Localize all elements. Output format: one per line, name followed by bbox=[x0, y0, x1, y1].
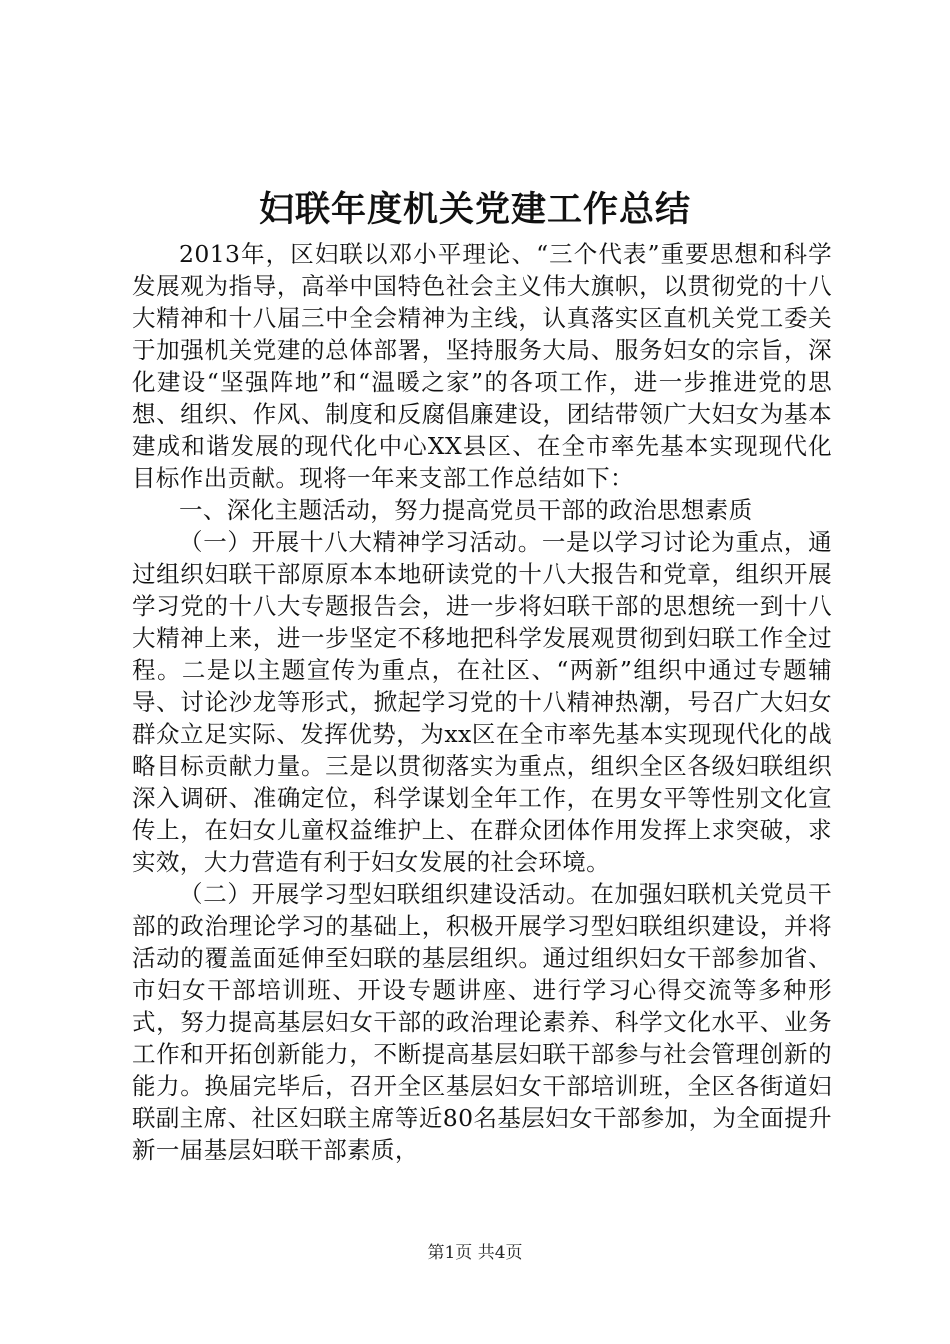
paragraph-item-2: （二）开展学习型妇联组织建设活动。在加强妇联机关党员干部的政治理论学习的基础上，积极开展学习型妇联组织建设，并将活动的覆盖面延伸至妇联的基层组织。通过组织妇女干部参加省、市妇女干部培训班、开设专题讲座、进行学习心得交流等多种形式，努力提高基层妇女干部的政治理论素养、科学文化水平、业务工作和开拓创新能力，不断提高基层妇联干部参与社会管理创新的能力。换届完毕后，召开全区基层妇女干部培训班，全区各街道妇联副主席、社区妇联主席等近80名基层妇女干部参加，为全面提升新一届基层妇联干部素质， bbox=[132, 880, 832, 1164]
section-heading: 一、深化主题活动，努力提高党员干部的政治思想素质 bbox=[179, 496, 753, 524]
paragraph-intro: 2013年，区妇联以邓小平理论、“三个代表”重要思想和科学发展观为指导，高举中国特色社会主义伟大旗帜，以贯彻党的十八大精神和十八届三中全会精神为主线，认真落实区直机关党工委关于加强机关党建的总体部署，坚持服务大局、服务妇女的宗旨，深化建设“坚强阵地”和“温暖之家”的各项工作，进一步推进党的思想、组织、作风、制度和反腐倡廉建设，团结带领广大妇女为基本建成和谐发展的现代化中心XX县区、在全市率先基本实现现代化目标作出贡献。现将一年来支部工作总结如下： bbox=[132, 240, 832, 492]
document-body bbox=[132, 238, 832, 1166]
page-number-footer: 第1页 共4页 bbox=[427, 1243, 523, 1263]
paragraph-item-1: （一）开展十八大精神学习活动。一是以学习讨论为重点，通过组织妇联干部原原本本地研读党的十八大报告和党章，组织开展学习党的十八大专题报告会，进一步将妇联干部的思想统一到十八大精神上来，进一步坚定不移地把科学发展观贯彻到妇联工作全过程。二是以主题宣传为重点，在社区、“两新”组织中通过专题辅导、讨论沙龙等形式，掀起学习党的十八精神热潮，号召广大妇女群众立足实际、发挥优势，为xx区在全市率先基本实现现代化的战略目标贡献力量。三是以贯彻落实为重点，组织全区各级妇联组织深入调研、准确定位，科学谋划全年工作，在男女平等性别文化宣传上，在妇女儿童权益维护上、在群众团体作用发挥上求突破，求实效，大力营造有利于妇女发展的社会环境。 bbox=[132, 528, 832, 876]
document-title: 妇联年度机关党建工作总结 bbox=[258, 189, 691, 230]
